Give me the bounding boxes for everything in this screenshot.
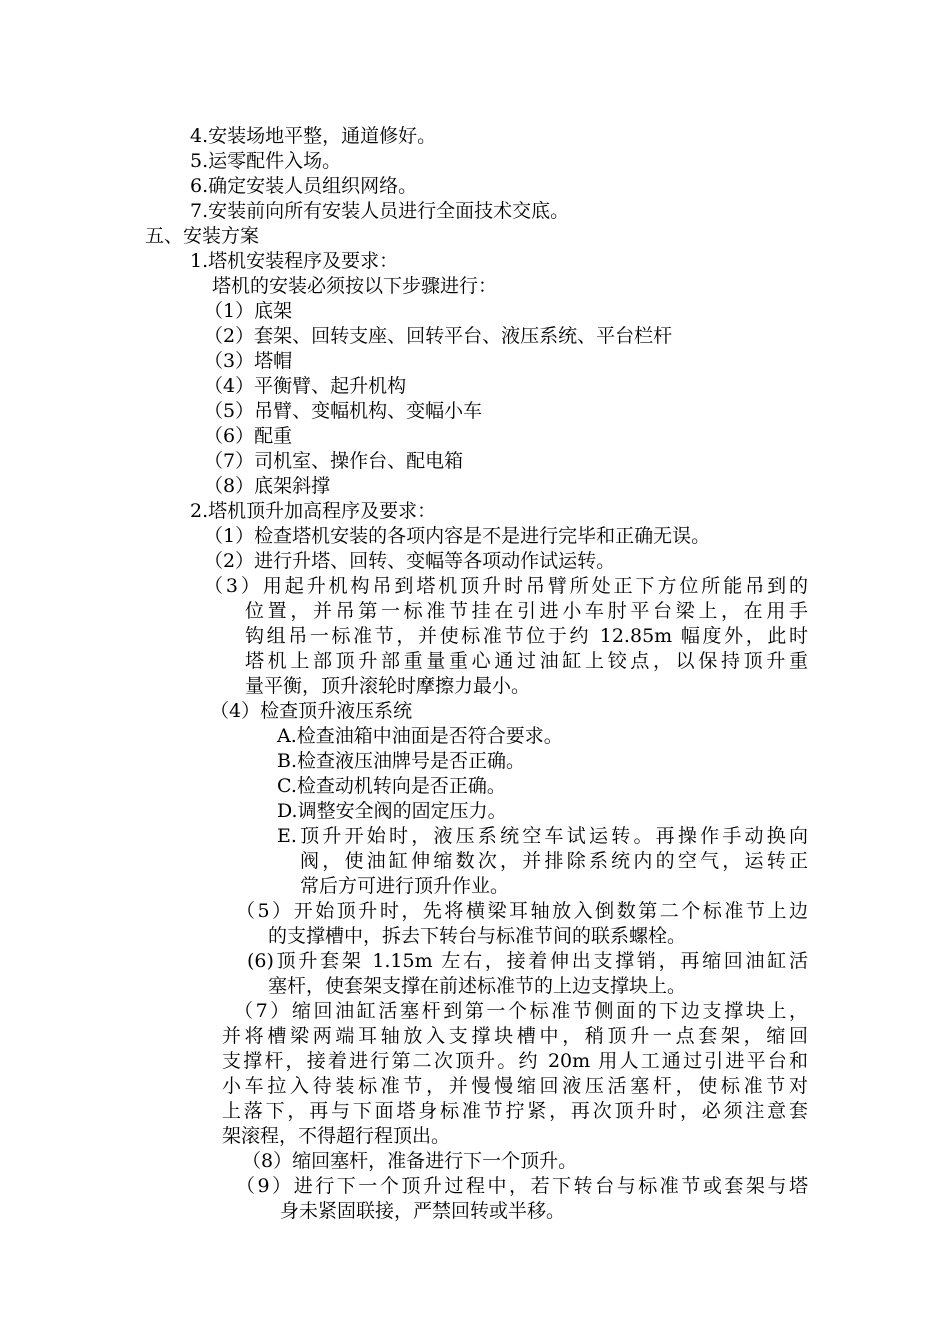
hydraulic-check-d: D.调整安全阀的固定压力。 xyxy=(277,800,507,822)
install-step-5: （5）吊臂、变幅机构、变幅小车 xyxy=(204,400,483,422)
part-2-heading: 2.塔机顶升加高程序及要求： xyxy=(190,500,437,522)
raise-step-7-line-4: 小车拉入待装标准节，并慢慢缩回液压活塞杆，使标准节对 xyxy=(222,1075,808,1097)
section-5-title: 五、安装方案 xyxy=(145,225,260,247)
install-step-8: （8）底架斜撑 xyxy=(204,475,331,497)
raise-step-5-line-2: 的支撑槽中，拆去下转台与标准节间的联系螺栓。 xyxy=(268,925,687,947)
prep-item-5: 5.运零配件入场。 xyxy=(190,150,342,172)
part-1-intro: 塔机的安装必须按以下步骤进行： xyxy=(212,275,498,297)
prep-item-4: 4.安装场地平整，通道修好。 xyxy=(190,125,437,147)
hydraulic-check-e-line-1: E.顶升开始时，液压系统空车试运转。再操作手动换向 xyxy=(277,825,808,847)
raise-step-3-line-4: 塔机上部顶升部重量重心通过油缸上铰点，以保持顶升重 xyxy=(245,650,808,672)
install-step-3: （3）塔帽 xyxy=(204,350,293,372)
raise-step-7-line-5: 上落下，再与下面塔身标准节拧紧，再次顶升时，必须注意套 xyxy=(222,1100,808,1122)
raise-step-3-line-1: （3）用起升机构吊到塔机顶升时吊臂所处正下方位所能吊到的 xyxy=(204,575,808,597)
raise-step-5-line-1: （5）开始顶升时，先将横梁耳轴放入倒数第二个标准节上边 xyxy=(236,900,808,922)
part-1-heading: 1.塔机安装程序及要求： xyxy=(190,250,399,272)
raise-step-7-line-6: 架滚程，不得超行程顶出。 xyxy=(222,1125,451,1147)
raise-step-7-line-2: 并将槽梁两端耳轴放入支撑块槽中，稍顶升一点套架，缩回 xyxy=(222,1025,808,1047)
hydraulic-check-c: C.检查动机转向是否正确。 xyxy=(277,775,506,797)
raise-step-6-line-1: (6)顶升套架 1.15m 左右，接着伸出支撑销，再缩回油缸活 xyxy=(247,950,808,972)
hydraulic-check-e-line-3: 常后方可进行顶升作业。 xyxy=(300,875,510,897)
raise-step-3-line-5: 量平衡，顶升滚轮时摩擦力最小。 xyxy=(245,675,531,697)
install-step-7: （7）司机室、操作台、配电箱 xyxy=(204,450,464,472)
raise-step-2: （2）进行升塔、回转、变幅等各项动作试运转。 xyxy=(204,550,616,572)
install-step-2: （2）套架、回转支座、回转平台、液压系统、平台栏杆 xyxy=(204,325,673,347)
raise-step-7-line-3: 支撑杆，接着进行第二次顶升。约 20m 用人工通过引进平台和 xyxy=(222,1050,808,1072)
raise-step-3-line-2: 位置，并吊第一标准节挂在引进小车肘平台梁上，在用手 xyxy=(245,600,808,622)
hydraulic-check-b: B.检查液压油牌号是否正确。 xyxy=(277,750,526,772)
raise-step-1: （1）检查塔机安装的各项内容是不是进行完毕和正确无误。 xyxy=(204,525,711,547)
raise-step-4-heading: （4）检查顶升液压系统 xyxy=(210,700,413,722)
hydraulic-check-a: A.检查油箱中油面是否符合要求。 xyxy=(277,725,563,747)
raise-step-6-line-2: 塞杆，使套架支撑在前述标准节的上边支撑块上。 xyxy=(268,975,687,997)
prep-item-7: 7.安装前向所有安装人员进行全面技术交底。 xyxy=(190,200,570,222)
hydraulic-check-e-line-2: 阀，使油缸伸缩数次，并排除系统内的空气，运转正 xyxy=(300,850,808,872)
install-step-6: （6）配重 xyxy=(204,425,293,447)
raise-step-7-line-1: （7）缩回油缸活塞杆到第一个标准节侧面的下边支撑块上， xyxy=(234,1000,808,1022)
install-step-4: （4）平衡臂、起升机构 xyxy=(204,375,407,397)
raise-step-3-line-3: 钩组吊一标准节，并使标准节位于约 12.85m 幅度外，此时 xyxy=(245,625,808,647)
install-step-1: （1）底架 xyxy=(204,300,293,322)
raise-step-9-line-2: 身未紧固联接，严禁回转或半移。 xyxy=(280,1200,566,1222)
raise-step-9-line-1: （9）进行下一个顶升过程中，若下转台与标准节或套架与塔 xyxy=(236,1175,808,1197)
raise-step-8: （8）缩回塞杆，准备进行下一个顶升。 xyxy=(242,1150,578,1172)
prep-item-6: 6.确定安装人员组织网络。 xyxy=(190,175,418,197)
